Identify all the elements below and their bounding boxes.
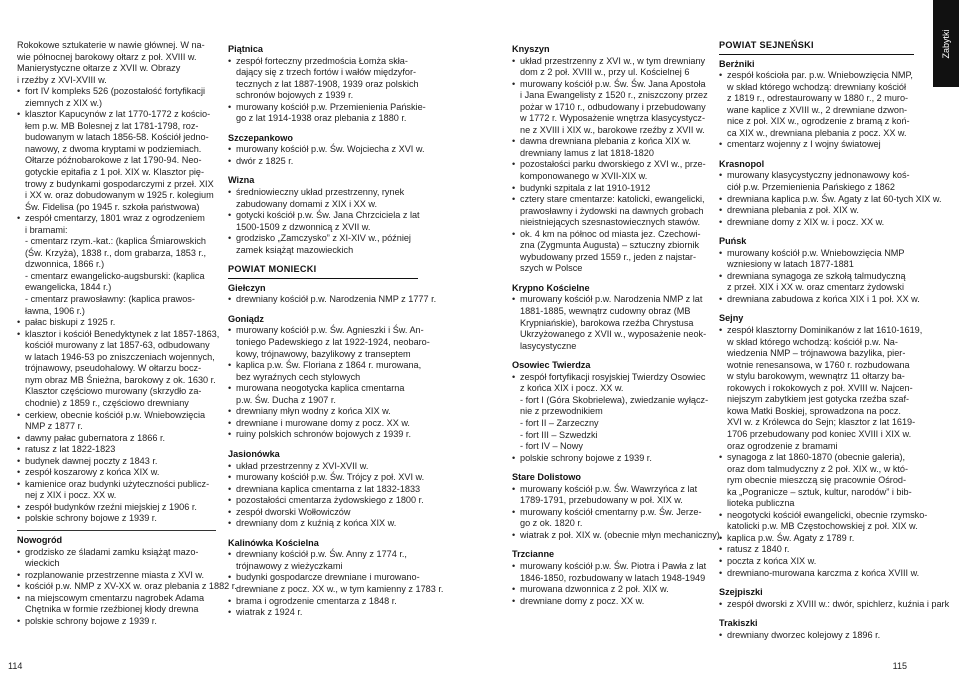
continuation-line: nej z XIX i pocz. XX w. xyxy=(25,490,117,501)
continuation-line: z 1819 r., odrestaurowany w 1880 r., 2 muro- xyxy=(727,93,909,104)
continuation-line: - cmentarz ewangelicko-augsburski: (kaplica xyxy=(25,270,205,281)
continuation-line: lasycystyczne xyxy=(520,340,577,351)
bullet-line: • zespół forteczny przedmościa Łomża skła- xyxy=(228,56,418,68)
continuation-line: tecznych z lat 1887-1908, 1939 oraz polskich xyxy=(236,78,419,89)
spacer xyxy=(228,167,418,171)
bullet-line: • pozostałości parku dworskiego z XVI w., prze- xyxy=(512,159,709,171)
bullet-line: • ratusz z lat 1822-1823 xyxy=(17,444,216,456)
continuation-line: Klasztor częściowo murowany (skrzydło za- xyxy=(25,386,202,397)
place-heading: Nowogród xyxy=(17,534,63,545)
continuation-line: Ołtarze późnobarokowe z lat 1790-94. Neo- xyxy=(25,155,202,166)
bullet-line: • murowany kościół p.w. Św. Wojciecha z XVI w. xyxy=(228,144,418,156)
bullet-line: • na miejscowym cmentarzu nagrobek Adama xyxy=(17,593,216,605)
text-line: i rzeźby z XVI-XVIII w. xyxy=(17,74,107,85)
bullet-line: • układ przestrzenny z XVI-XVII w. xyxy=(228,461,418,473)
bullet-line: • klasztor i kościół Benedyktynek z lat 1857-1863, xyxy=(17,329,216,341)
continuation-line: oraz dom talmudyczny z 2 poł. XIX w., w któ- xyxy=(727,463,909,474)
bullet-line: • murowana neogotycka kaplica cmentarna xyxy=(228,383,418,395)
place-heading: Sejny xyxy=(719,313,744,324)
bullet-line: • drewniany dworzec kolejowy z 1896 r. xyxy=(719,630,914,642)
continuation-line: komponowanego w XVII-XIX w. xyxy=(520,171,648,182)
bullet-line: • ruiny polskich schronów bojowych z 1939 r. xyxy=(228,429,418,441)
bullet-line: • pozostałości cmentarza żydowskiego z 1800 r. xyxy=(228,495,418,507)
continuation-line: zamek książąt mazowieckich xyxy=(236,244,354,255)
continuation-line: bez wyraźnych cech stylowych xyxy=(236,371,361,382)
continuation-line: chodnie) z 1859 r., częściowo drewniany xyxy=(25,397,189,408)
spacer xyxy=(719,228,914,232)
continuation-line: wotnie renesansowa, w 1760 r. rozbudowana xyxy=(727,359,910,370)
place-heading: Piątnica xyxy=(228,44,263,54)
continuation-line: gotyckie epitafia z 1 poł. XIX w. Klasztor pię- xyxy=(25,167,205,178)
continuation-line: - fort III – Szwedzki xyxy=(520,429,598,440)
place-heading: Wizna xyxy=(228,175,255,186)
bullet-line: • murowany kościół p.w. Św. Agnieszki i Św. An- xyxy=(228,325,418,337)
continuation-line: Chętnika w formie rzeźbionej kłody drewna xyxy=(25,604,199,615)
bullet-line: • murowany kościół p.w. Św. Piotra i Pawła z lat xyxy=(512,561,709,573)
continuation-line: pożar w 1710 r., odbudowany i przebudowany xyxy=(520,101,706,112)
text-line: Rokokowe sztukaterie w nawie głównej. W na- xyxy=(17,40,205,50)
continuation-line: nym obraz MB Śnieżna, barokowy z ok. 1630 r. xyxy=(25,374,216,385)
continuation-line: dzwonnica, 1866 r.) xyxy=(25,259,105,270)
bullet-line: • cztery stare cmentarze: katolicki, ewangelicki, xyxy=(512,194,709,206)
spacer xyxy=(228,306,418,310)
bullet-line: • murowany kościół p.w. Św. Wawrzyńca z lat xyxy=(512,484,709,496)
place-heading: Jasionówka xyxy=(228,448,280,459)
bullet-line: • drewniany młyn wodny z końca XIX w. xyxy=(228,406,418,418)
continuation-line: (Św. Krzyża), 1838 r., dom grabarza, 1853 r., xyxy=(25,247,207,258)
page-number-left: 114 xyxy=(8,661,23,671)
continuation-line: nieistniejących szesnastowiecznych stawów. xyxy=(520,217,701,228)
bullet-line: • zespół klasztorny Dominikanów z lat 1610-1619, xyxy=(719,325,914,337)
continuation-line: 1789-1791, przebudowany w poł. XIX w. xyxy=(520,495,683,506)
bullet-line: • murowany klasycystyczny jednonawowy koś- xyxy=(719,170,914,182)
place-heading: Szejpiszki xyxy=(719,587,763,598)
bullet-line: • wiatrak z 1924 r. xyxy=(228,607,418,619)
bullet-line: • pałac biskupi z 1925 r. xyxy=(17,317,216,329)
bullet-line: • drewniane domy z XIX w. i pocz. XX w. xyxy=(719,217,914,229)
continuation-line: łem p.w. MB Bolesnej z lat 1781-1798, roz- xyxy=(25,120,199,131)
continuation-line: prawosławny i żydowski na dawnych grobach xyxy=(520,205,704,216)
bullet-line: • zespół fortyfikacji rosyjskiej Twierdzy Osowiec xyxy=(512,372,709,384)
place-heading: Giełczyn xyxy=(228,282,266,293)
continuation-line: kowa Matki Boskiej, sprowadzona na pocz. xyxy=(727,405,901,416)
spacer xyxy=(719,151,914,155)
bullet-line: • układ przestrzenny z XVI w., w tym drewniany xyxy=(512,56,709,68)
bullet-line: • kościół p.w. NMP z XV-XX w. oraz plebania z 1882 r. xyxy=(17,581,216,593)
spacer xyxy=(228,125,418,129)
continuation-line: w skład którego wchodzą: drewniany kościół xyxy=(727,81,907,92)
bullet-line: • grodzisko „Zamczysko” z XI-XIV w., później xyxy=(228,233,418,245)
place-heading: Puńsk xyxy=(719,236,747,247)
section-tab xyxy=(933,0,959,87)
continuation-line: zna (Zygmunta Augusta) – sztuczny zbiornik xyxy=(520,240,700,251)
continuation-line: w latach 1946-53 po zniszczeniach wojennych, xyxy=(25,351,215,362)
bullet-line: • budynki gospodarcze drewniane i murowano- xyxy=(228,572,418,584)
bullet-line: • gotycki kościół p.w. Św. Jana Chrzciciela z lat xyxy=(228,210,418,222)
bullet-line: • drewniana zabudowa z końca XIX i 1 poł. XX w. xyxy=(719,294,914,306)
bullet-line: • budynki szpitala z lat 1910-1912 xyxy=(512,183,709,195)
continuation-line: wieckich xyxy=(25,558,60,569)
column-3 xyxy=(512,40,720,607)
place-heading: Trakiszki xyxy=(719,618,758,629)
continuation-line: szych w Polsce xyxy=(520,263,583,274)
continuation-line: niejszym zabytkiem jest gotycka rzeźba szaf- xyxy=(727,394,910,405)
continuation-line: trójnawowy, pseudohalowy. W ołtarzu bocz- xyxy=(25,363,202,374)
place-heading: Stare Dolistowo xyxy=(512,472,581,483)
continuation-line: ziemnych z XIX w.) xyxy=(25,97,103,108)
continuation-line: w 1772 r. Wyposażenie wnętrza klasycystycz- xyxy=(520,113,706,124)
bullet-line: • cmentarz wojenny z I wojny światowej xyxy=(719,139,914,151)
continuation-line: dający się z trzech fortów i wałów międzyfor- xyxy=(236,67,417,78)
bullet-line: • murowany kościół p.w. Narodzenia NMP z lat xyxy=(512,294,709,306)
bullet-line: • murowany kościół p.w. Wniebowzięcia NMP xyxy=(719,248,914,260)
section-heading: POWIAT SEJNEŃSKI xyxy=(719,40,914,55)
bullet-line: • polskie schrony bojowe z 1939 r. xyxy=(17,616,216,628)
place-heading: Osowiec Twierdza xyxy=(512,360,591,371)
continuation-line: ławna, 1906 r.) xyxy=(25,305,85,316)
spacer xyxy=(228,441,418,445)
spacer xyxy=(719,579,914,583)
bullet-line: • zespół dworski Wołłowiczów xyxy=(228,507,418,519)
bullet-line: • kamienice oraz budynki użyteczności publicz- xyxy=(17,479,216,491)
spacer xyxy=(719,610,914,614)
bullet-line: • neogotycki kościół ewangelicki, obecnie rzymsko- xyxy=(719,510,914,522)
text-line: Manierystyczne ołtarze z XVII w. Obrazy xyxy=(17,63,181,74)
bullet-line: • brama i ogrodzenie cmentarza z 1848 r. xyxy=(228,596,418,608)
continuation-line: drewniany lamus z lat 1818-1820 xyxy=(520,147,654,158)
bullet-line: • zespół cmentarzy, 1801 wraz z ogrodzeniem xyxy=(17,213,216,225)
continuation-line: 1706 przebudowany pod koniec XVIII i XIX w. xyxy=(727,428,912,439)
continuation-line: i XX w. oraz dobudowanym w 1925 r. kolegium xyxy=(25,190,214,201)
bullet-line: • budynek dawnej poczty z 1843 r. xyxy=(17,456,216,468)
continuation-line: rokowych i rokokowych z poł. XVIII w. Najcen- xyxy=(727,382,913,393)
place-heading: Goniądz xyxy=(228,313,264,324)
continuation-line: w skład którego wchodzą: kościół p.w. Na- xyxy=(727,336,898,347)
bullet-line: • rozplanowanie przestrzenne miasta z XVI w. xyxy=(17,570,216,582)
bullet-line: • drewniana synagoga ze szkołą talmudyczną xyxy=(719,271,914,283)
divider xyxy=(17,530,216,531)
column-4 xyxy=(719,40,950,641)
bullet-line: • ok. 4 km na północ od miasta jez. Czechowi- xyxy=(512,229,709,241)
bullet-line: • zespół budynków rzeźni miejskiej z 1906 r. xyxy=(17,502,216,514)
place-heading: Berżniki xyxy=(719,58,755,69)
section-heading: POWIAT MONIECKI xyxy=(228,264,418,279)
bullet-line: • drewniano-murowana karczma z końca XVIII w. xyxy=(719,568,914,580)
place-heading: Trzcianne xyxy=(512,549,555,560)
continuation-line: go z lat 1914-1938 oraz plebania z 1880 r. xyxy=(236,113,407,124)
bullet-line: • kaplica p.w. Św. Agaty z 1789 r. xyxy=(719,533,914,545)
continuation-line: Krypniańskie), barokowa rzeźba Chrystusa xyxy=(520,317,694,328)
bullet-line: • kaplica p.w. Św. Floriana z 1864 r. murowana, xyxy=(228,360,418,372)
continuation-line: Ukrzyżowanego z XVII w., wyposażenie neok- xyxy=(520,329,707,340)
place-heading: Szczepankowo xyxy=(228,132,293,143)
text-line: wie północnej barokowy ołtarz z poł. XVIII w. xyxy=(17,51,197,62)
continuation-line: 1500-1509 z dzwonnicą z XVII w. xyxy=(236,221,371,232)
spacer xyxy=(228,530,418,534)
continuation-line: nawowy, z dwoma kryptami w podziemiach. xyxy=(25,143,202,154)
bullet-line: • dawny pałac gubernatora z 1866 r. xyxy=(17,433,216,445)
spacer xyxy=(512,275,709,279)
continuation-line: 1846-1850, rozbudowany w latach 1948-1949 xyxy=(520,572,706,583)
spacer xyxy=(719,305,914,309)
bullet-line: • drewniana kaplica p.w. Św. Agaty z lat 60-tych XIX w. xyxy=(719,194,914,206)
bullet-line: • synagoga z lat 1860-1870 (obecnie galeria), xyxy=(719,452,914,464)
page-number-right: 115 xyxy=(892,661,907,671)
continuation-line: katolicki p.w. MB Częstochowskiej z poł. XIX w. xyxy=(727,521,918,532)
place-heading: Krypno Kościelne xyxy=(512,282,590,293)
bullet-line: • cerkiew, obecnie kościół p.w. Wniebowzięcia xyxy=(17,410,216,422)
continuation-line: wane kaplice z XVIII w., 2 drewniane dzwon- xyxy=(727,104,908,115)
bullet-line: • drewniany kościół p.w. Św. Anny z 1774 r., xyxy=(228,549,418,561)
bullet-line: • murowany kościół p.w. Przemienienia Pańskie- xyxy=(228,102,418,114)
bullet-line: • fort IV kompleks 526 (pozostałość fortyfikacji xyxy=(17,86,216,98)
continuation-line: ewangelicka, 1844 r.) xyxy=(25,282,112,293)
place-heading: Knyszyn xyxy=(512,44,550,54)
spacer xyxy=(512,541,709,545)
continuation-line: p.w. Św. Ducha z 1907 r. xyxy=(236,394,336,405)
continuation-line: XVI w. z Królewca do Sejn; klasztor z lat 1619- xyxy=(727,417,916,428)
continuation-line: kowy, trójnawowy, bazylikowy z transeptem xyxy=(236,348,411,359)
continuation-line: Św. Fidelisa (po 1945 r. szkoła państwowa) xyxy=(25,201,200,212)
bullet-line: • drewniane i murowane domy z pocz. XX w. xyxy=(228,418,418,430)
continuation-line: z końca XIX i pocz. XX w. xyxy=(520,383,624,394)
bullet-line: • drewniany kościół p.w. Narodzenia NMP z 1777 r. xyxy=(228,294,418,306)
bullet-line: • polskie schrony bojowe z 1939 r. xyxy=(512,453,709,465)
column-2 xyxy=(228,40,444,619)
continuation-line: lioteka publiczna xyxy=(727,498,795,509)
continuation-line: ka „Pogranicze – sztuk, kultur, narodów” i bib- xyxy=(727,486,912,497)
continuation-line: - cmentarz prawosławny: (kaplica prawos- xyxy=(25,294,195,305)
continuation-line: 1881-1885, wewnątrz cudowny obraz (MB xyxy=(520,306,691,317)
continuation-line: w stylu barokowym, wewnątrz 11 ołtarzy ba- xyxy=(727,371,905,382)
bullet-line: • dwór z 1825 r. xyxy=(228,156,418,168)
continuation-line: budowanym w latach 1856-58. Kościół jedno- xyxy=(25,132,209,143)
bullet-line: • zespół dworski z XVIII w.: dwór, spichlerz, kuźnia i park xyxy=(719,599,914,611)
bullet-line: • dawna drewniana plebania z końca XIX w. xyxy=(512,136,709,148)
bullet-line: • murowany kościół p.w. Św. Św. Jana Apostoła xyxy=(512,79,709,91)
bullet-line: • grodzisko ze śladami zamku książąt mazo- xyxy=(17,547,216,559)
bullet-line: • murowana dzwonnica z 2 poł. XIX w. xyxy=(512,584,709,596)
bullet-line: • klasztor Kapucynów z lat 1770-1772 z kościo- xyxy=(17,109,216,121)
continuation-line: nie z przewodnikiem xyxy=(520,406,603,417)
place-heading: Kalinówka Kościelna xyxy=(228,537,319,548)
spacer xyxy=(512,352,709,356)
continuation-line: kościół murowany z lat 1857-63, odbudowany xyxy=(25,340,210,351)
continuation-line: NMP z 1877 r. xyxy=(25,421,83,432)
bullet-line: • polskie schrony bojowe z 1939 r. xyxy=(17,513,216,525)
continuation-line: i bramami: xyxy=(25,224,68,235)
continuation-line: go z ok. 1820 r. xyxy=(520,518,583,529)
continuation-line: wiedzenia NMP – trójnawowa bazylika, pier- xyxy=(727,348,906,359)
bullet-line: • wiatrak z poł. XIX w. (obecnie młyn mechaniczny) xyxy=(512,530,709,542)
continuation-line: - fort II – Zarzeczny xyxy=(520,417,599,428)
bullet-line: • drewniane domy z pocz. XX w. xyxy=(512,596,709,608)
bullet-line: • drewniana kaplica cmentarna z lat 1832-1833 xyxy=(228,484,418,496)
bullet-line: • poczta z końca XIX w. xyxy=(719,556,914,568)
continuation-line: zabudowany domami z XIX i XX w. xyxy=(236,198,377,209)
continuation-line: trowy z budynkami gospodarczymi z przeł. XIX xyxy=(25,178,214,189)
continuation-line: wzniesiony w latach 1877-1881 xyxy=(727,259,854,270)
continuation-line: wybudowany przed 1559 r., jeden z najstar- xyxy=(520,251,697,262)
bullet-line: • murowany kościół cmentarny p.w. Św. Jerze- xyxy=(512,507,709,519)
spacer xyxy=(512,464,709,468)
bullet-line: • drewniana plebania z poł. XIX w. xyxy=(719,205,914,217)
continuation-line: i Jana Ewangelisty z 1520 r., zniszczony przez xyxy=(520,90,708,101)
continuation-line: dom z 2 poł. XVIII w., przy ul. Kościelnej 6 xyxy=(520,67,690,78)
bullet-line: • zespół koszarowy z końca XIX w. xyxy=(17,467,216,479)
column-1 xyxy=(17,40,237,627)
continuation-line: ne z XVIII i XIX w., barokowe rzeźby z XVII w. xyxy=(520,124,705,135)
bullet-line: • murowany kościół p.w. Św. Trójcy z poł. XVI w. xyxy=(228,472,418,484)
continuation-line: trójnawowy z wieżyczkami xyxy=(236,560,343,571)
continuation-line: ca XIX w., drewniana plebania z pocz. XX w. xyxy=(727,127,907,138)
continuation-line: z przeł. XIX i XX w. oraz cmentarz żydowski xyxy=(727,282,904,293)
continuation-line: ciół p.w. Przemienienia Pańskiego z 1862 xyxy=(727,182,895,193)
section-tab-label: Zabytki xyxy=(941,28,951,59)
bullet-line: • ratusz z 1840 r. xyxy=(719,544,914,556)
bullet-line: • średniowieczny układ przestrzenny, rynek xyxy=(228,187,418,199)
continuation-line: rym obecnie mieszczą się pracownie Ośrod- xyxy=(727,475,907,486)
continuation-line: - cmentarz rzym.-kat.: (kaplica Śmiarowskich xyxy=(25,236,207,247)
place-heading: Krasnopol xyxy=(719,158,765,169)
continuation-line: oraz ogrodzenie z bramami xyxy=(727,440,838,451)
continuation-line: - fort I (Góra Skobrielewa), zwiedzanie wyłącz- xyxy=(520,394,709,405)
bullet-line: • zespół kościoła par. p.w. Wniebowzięcia NMP, xyxy=(719,70,914,82)
bullet-line: • drewniany dom z kuźnią z końca XIX w. xyxy=(228,518,418,530)
continuation-line: schronów bojowych z 1939 r. xyxy=(236,90,354,101)
continuation-line: drewniane z pocz. XX w., w tym kamienny z 1783 r. xyxy=(236,583,444,594)
continuation-line: toniego Padewskiego z lat 1922-1924, neobaro- xyxy=(236,337,430,348)
continuation-line: - fort IV – Nowy xyxy=(520,441,583,452)
continuation-line: nice z poł. XIX w., ogrodzenie z bramą z koń- xyxy=(727,116,910,127)
